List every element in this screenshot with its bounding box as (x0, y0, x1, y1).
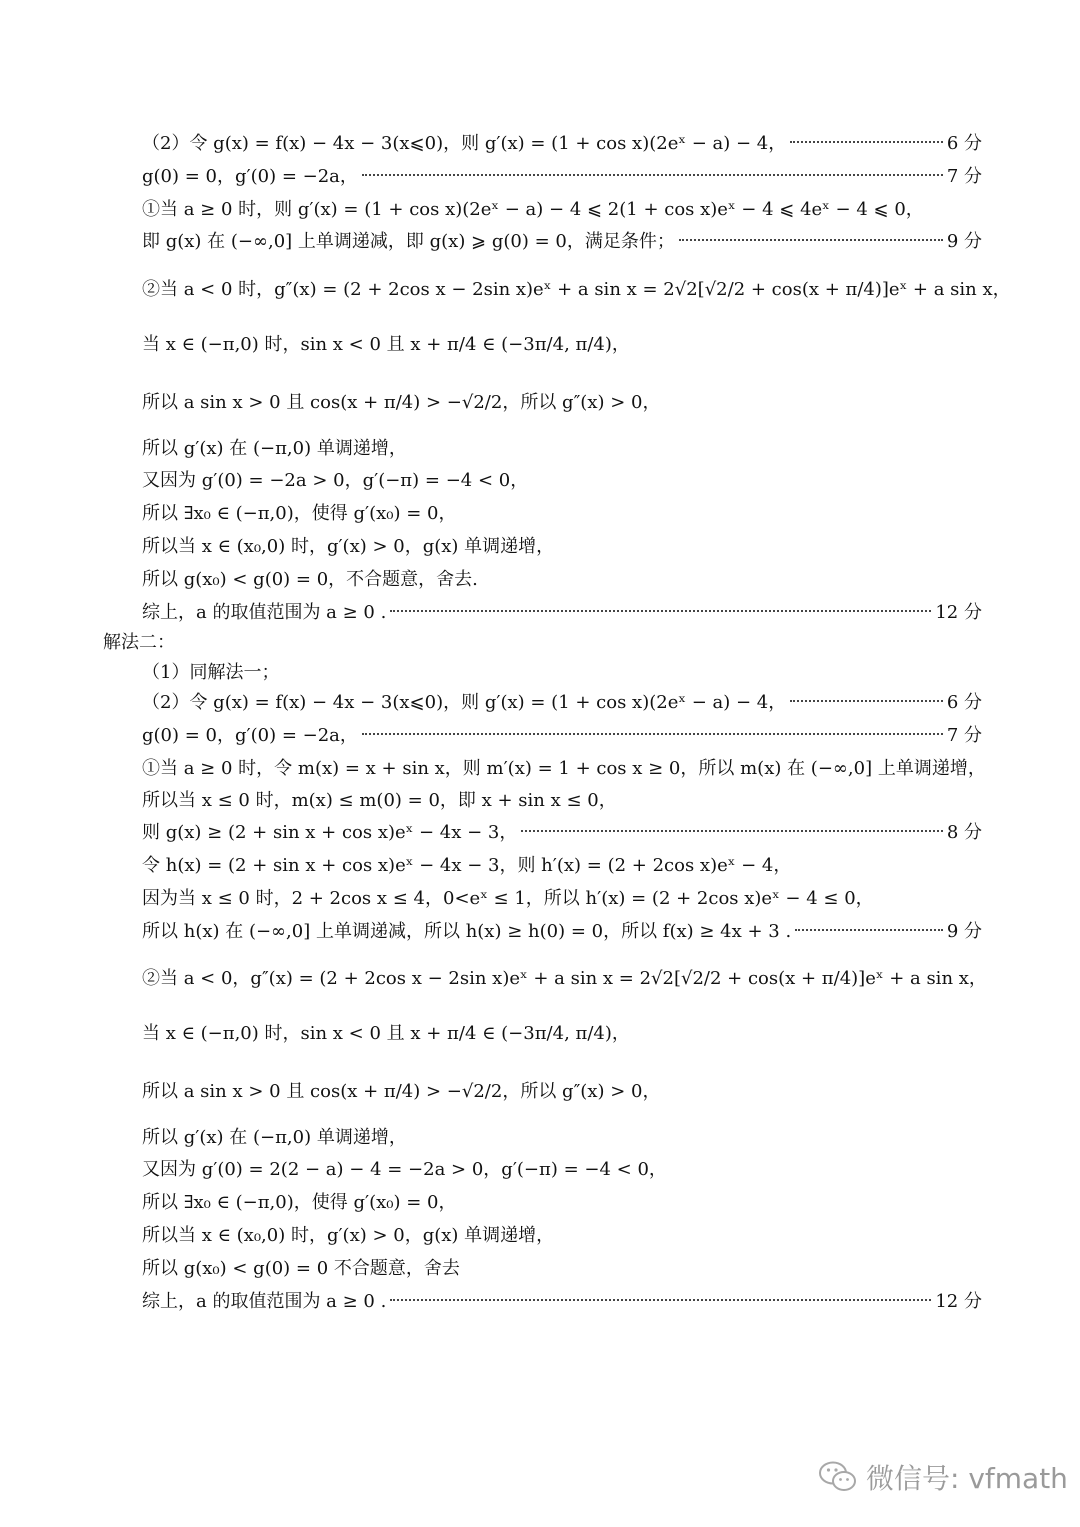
score: 6 分 (946, 133, 982, 154)
dot-leader (390, 609, 931, 612)
dot-leader (521, 829, 942, 832)
line-16: （2）令 g(x) = f(x) − 4x − 3(x⩽0)，则 g′(x) = (1 + cos x)(2eˣ − a) − 4， 6 分 (142, 690, 982, 716)
line-1: （2）令 g(x) = f(x) − 4x − 3(x⩽0)，则 g′(x) = (1 + cos x)(2eˣ − a) − 4， 6 分 (142, 131, 982, 157)
line-8: 所以 g′(x) 在 (−π,0) 单调递增， (142, 438, 407, 459)
line-30: 所以当 x ∈ (x₀,0) 时，g′(x) > 0，g(x) 单调递增， (142, 1225, 555, 1246)
line-24: ②当 a < 0，g″(x) = (2 + 2cos x − 2sin x)eˣ + a sin x = 2√2[√2/2 + cos(x + π/4)]eˣ + a sin x， (142, 968, 987, 989)
score: 9 分 (946, 921, 982, 942)
line-9: 又因为 g′(0) = −2a > 0，g′(−π) = −4 < 0， (142, 470, 529, 491)
score: 12 分 (935, 1291, 982, 1312)
line-13: 综上，a 的取值范围为 a ≥ 0 . 12 分 (142, 600, 982, 626)
line-28: 又因为 g′(0) = 2(2 − a) − 4 = −2a > 0，g′(−π) = −4 < 0， (142, 1159, 667, 1180)
line-10: 所以 ∃x₀ ∈ (−π,0)，使得 g′(x₀) = 0， (142, 503, 457, 524)
score: 7 分 (946, 725, 982, 746)
line-32: 综上，a 的取值范围为 a ≥ 0 . 12 分 (142, 1289, 982, 1315)
watermark (818, 1455, 1068, 1499)
dot-leader (362, 173, 943, 176)
line-12: 所以 g(x₀) < g(0) = 0，不合题意，舍去. (142, 569, 478, 590)
wechat-icon (818, 1460, 858, 1494)
line-25: 当 x ∈ (−π,0) 时，sin x < 0 且 x + π/4 ∈ (−3π/4, π/4)， (142, 1023, 630, 1044)
line-20: 则 g(x) ≥ (2 + sin x + cos x)eˣ − 4x − 3， 8 分 (142, 820, 982, 846)
line-5: ②当 a < 0 时，g″(x) = (2 + 2cos x − 2sin x)eˣ + a sin x = 2√2[√2/2 + cos(x + π/4)]eˣ + a sin x， (142, 279, 1011, 300)
section-heading-method-2: 解法二： (103, 632, 175, 653)
line-4: 即 g(x) 在 (−∞,0] 上单调递减，即 g(x) ⩾ g(0) = 0，满足条件； 9 分 (142, 229, 982, 255)
line-23: 所以 h(x) 在 (−∞,0] 上单调递减，所以 h(x) ≥ h(0) = 0，所以 f(x) ≥ 4x + 3 . 9 分 (142, 919, 982, 945)
line-17: g(0) = 0，g′(0) = −2a， 7 分 (142, 723, 982, 749)
line-6: 当 x ∈ (−π,0) 时，sin x < 0 且 x + π/4 ∈ (−3π/4, π/4)， (142, 334, 630, 355)
dot-leader (679, 238, 943, 241)
dot-leader (790, 140, 943, 143)
line-29: 所以 ∃x₀ ∈ (−π,0)，使得 g′(x₀) = 0， (142, 1192, 457, 1213)
score: 8 分 (946, 822, 982, 843)
line-3: ①当 a ≥ 0 时，则 g′(x) = (1 + cos x)(2eˣ − a) − 4 ⩽ 2(1 + cos x)eˣ − 4 ⩽ 4eˣ − 4 ⩽ 0， (142, 199, 924, 220)
line-18: ①当 a ≥ 0 时，令 m(x) = x + sin x，则 m′(x) = 1 + cos x ≥ 0，所以 m(x) 在 (−∞,0] 上单调递增， (142, 758, 986, 779)
dot-leader (790, 699, 943, 702)
line-27: 所以 g′(x) 在 (−π,0) 单调递增， (142, 1127, 407, 1148)
line-22: 因为当 x ≤ 0 时，2 + 2cos x ≤ 4，0<eˣ ≤ 1，所以 h′(x) = (2 + 2cos x)eˣ − 4 ≤ 0， (142, 888, 874, 909)
line-31: 所以 g(x₀) < g(0) = 0 不合题意，舍去 (142, 1258, 460, 1279)
score: 6 分 (946, 692, 982, 713)
line-15: （1）同解法一； (142, 662, 280, 683)
dot-leader (362, 732, 943, 735)
dot-leader (795, 928, 943, 931)
score: 12 分 (935, 602, 982, 623)
line-21: 令 h(x) = (2 + sin x + cos x)eˣ − 4x − 3，则 h′(x) = (2 + 2cos x)eˣ − 4， (142, 855, 792, 876)
line-7: 所以 a sin x > 0 且 cos(x + π/4) > −√2/2，所以 g″(x) > 0， (142, 392, 661, 413)
line-11: 所以当 x ∈ (x₀,0) 时，g′(x) > 0，g(x) 单调递增， (142, 536, 555, 557)
score: 7 分 (946, 166, 982, 187)
line-19: 所以当 x ≤ 0 时，m(x) ≤ m(0) = 0，即 x + sin x ≤ 0， (142, 790, 617, 811)
watermark-text: 微信号: vfmath (866, 1462, 1068, 1495)
line-2: g(0) = 0，g′(0) = −2a， 7 分 (142, 164, 982, 190)
score: 9 分 (946, 231, 982, 252)
line-26: 所以 a sin x > 0 且 cos(x + π/4) > −√2/2，所以 g″(x) > 0， (142, 1081, 661, 1102)
dot-leader (390, 1298, 931, 1301)
